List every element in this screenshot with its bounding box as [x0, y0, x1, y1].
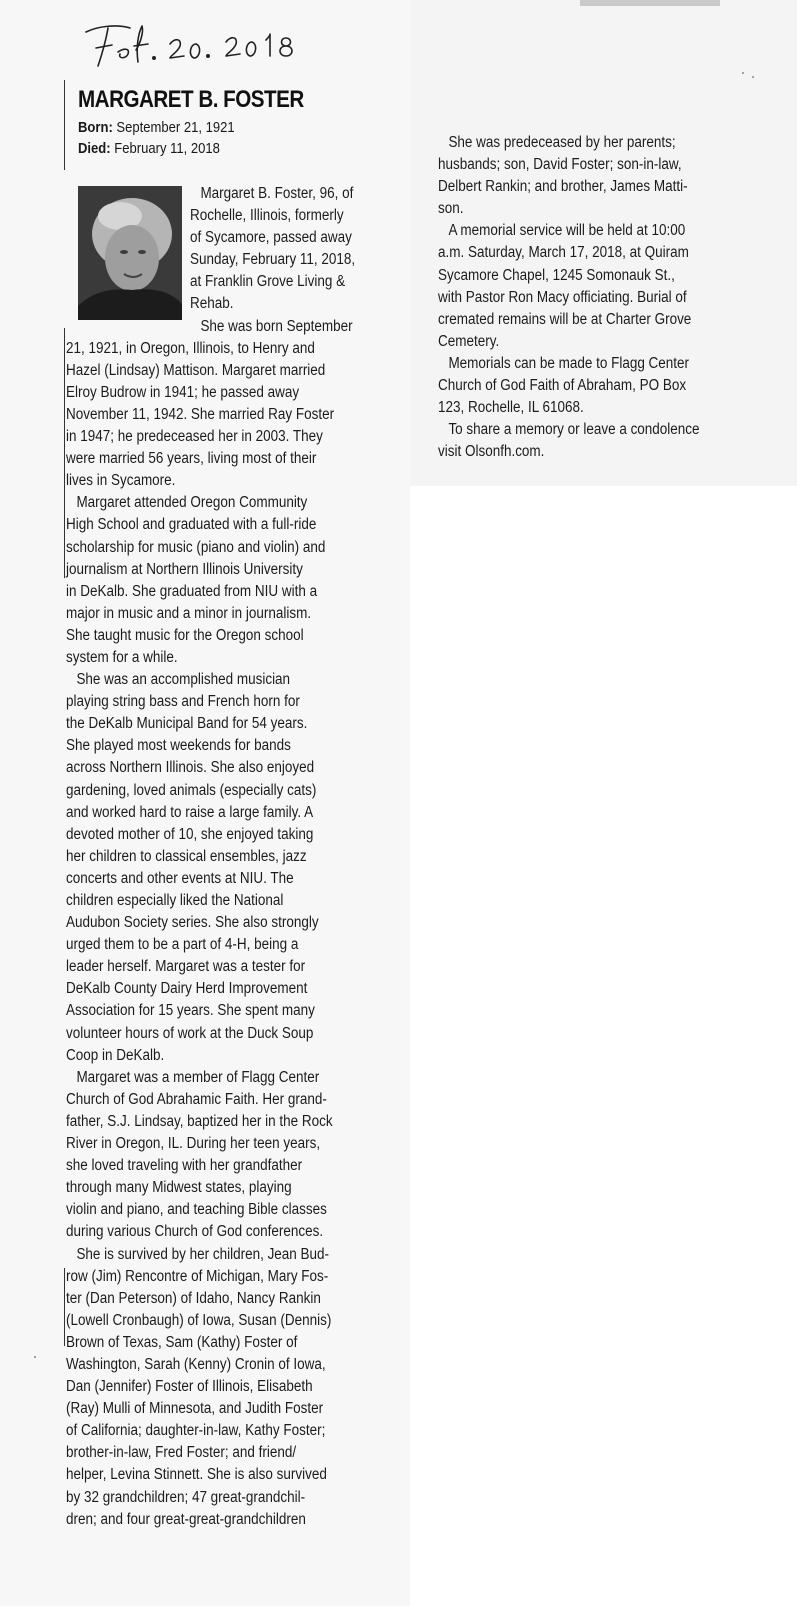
text-line: the DeKalb Municipal Band for 54 years.: [66, 715, 308, 733]
text-line: She taught music for the Oregon school: [66, 626, 304, 644]
died-date: February 11, 2018: [114, 141, 220, 157]
text-line: Brown of Texas, Sam (Kathy) Foster of: [66, 1333, 298, 1351]
column-rule: [64, 80, 65, 170]
text-line: (Ray) Mulli of Minnesota, and Judith Foster: [66, 1400, 324, 1418]
text-line: November 11, 1942. She married Ray Foster: [66, 405, 335, 423]
text-line: Hazel (Lindsay) Mattison. Margaret married: [66, 361, 326, 379]
text-line: Cemetery.: [438, 332, 500, 350]
text-line: To share a memory or leave a condolence: [448, 421, 700, 439]
text-line: High School and graduated with a full-ride: [66, 516, 317, 534]
text-line: concerts and other events at NIU. The: [66, 869, 294, 887]
text-line: Margaret attended Oregon Community: [76, 494, 308, 512]
text-line: major in music and a minor in journalism.: [66, 604, 312, 622]
text-line: system for a while.: [66, 648, 178, 666]
text-line: during various Church of God conferences.: [66, 1223, 324, 1241]
text-line: Memorials can be made to Flagg Center: [448, 354, 690, 372]
text-line: leader herself. Margaret was a tester for: [66, 958, 306, 976]
text-line: cremated remains will be at Charter Grove: [438, 310, 692, 328]
text-line: dren; and four great-great-grandchildren: [66, 1510, 306, 1528]
text-line: volunteer hours of work at the Duck Soup: [66, 1024, 314, 1042]
died-line: [78, 139, 220, 160]
text-line: visit Olsonfh.com.: [438, 443, 545, 461]
obituary-body-left-column: [66, 183, 380, 1531]
text-line: Washington, Sarah (Kenny) Cronin of Iowa,: [66, 1355, 326, 1373]
column-rule: [64, 1268, 65, 1346]
text-line: at Franklin Grove Living &: [190, 273, 346, 291]
text-line: Audubon Society series. She also strongly: [66, 914, 319, 932]
text-line: Rehab.: [190, 295, 234, 313]
text-line: she loved traveling with her grandfather: [66, 1157, 303, 1175]
text-line: 21, 1921, in Oregon, Illinois, to Henry and: [66, 339, 315, 357]
obituary-name-heading: MARGARET B. FOSTER: [78, 86, 304, 113]
born-label: Born:: [78, 120, 113, 136]
text-line: playing string bass and French horn for: [66, 693, 300, 711]
text-line: DeKalb County Dairy Herd Improvement: [66, 980, 308, 998]
clipping-bottom-cut: [66, 1588, 406, 1606]
text-line: of Sycamore, passed away: [190, 229, 352, 247]
text-line: A memorial service will be held at 10:00: [448, 222, 686, 240]
text-line: ter (Dan Peterson) of Idaho, Nancy Rankin: [66, 1289, 321, 1307]
text-line: She was predeceased by her parents;: [448, 134, 676, 151]
torn-edge-strip: [580, 0, 720, 6]
text-line: She is survived by her children, Jean Bud-: [76, 1245, 330, 1263]
text-line: father, S.J. Lindsay, baptized her in the Rock: [66, 1112, 333, 1130]
text-line: urged them to be a part of 4-H, being a: [66, 936, 299, 954]
born-date: September 21, 1921: [116, 120, 235, 136]
born-line: [78, 118, 235, 139]
paper-speck: [742, 72, 744, 74]
text-line: in DeKalb. She graduated from NIU with a: [66, 582, 318, 600]
text-line: 123, Rochelle, IL 61068.: [438, 399, 584, 417]
paper-speck: [752, 76, 754, 78]
text-line: Sunday, February 11, 2018,: [190, 251, 356, 269]
text-line: She was an accomplished musician: [76, 671, 291, 689]
text-line: River in Oregon, IL. During her teen years,: [66, 1135, 321, 1153]
text-line: Coop in DeKalb.: [66, 1046, 165, 1064]
text-line: gardening, loved animals (especially cats): [66, 781, 317, 799]
text-line: in 1947; he predeceased her in 2003. They: [66, 428, 323, 446]
text-line: children especially liked the National: [66, 892, 284, 909]
text-line: of California; daughter-in-law, Kathy Foster;: [66, 1422, 326, 1440]
text-line: and worked hard to raise a large family. A: [66, 803, 314, 821]
text-line: journalism at Northern Illinois University: [66, 560, 303, 578]
text-line: Association for 15 years. She spent many: [66, 1002, 315, 1020]
text-line: by 32 grandchildren; 47 great-grandchil-: [66, 1488, 306, 1506]
text-line: scholarship for music (piano and violin) and: [66, 538, 326, 556]
text-line: her children to classical ensembles, jazz: [66, 847, 307, 865]
text-line: were married 56 years, living most of their: [66, 450, 317, 468]
text-line: brother-in-law, Fred Foster; and friend/: [66, 1444, 297, 1462]
text-line: Church of God Faith of Abraham, PO Box: [438, 377, 687, 395]
text-line: Margaret B. Foster, 96, of: [200, 185, 354, 202]
text-line: She was born September: [200, 317, 353, 335]
text-line: devoted mother of 10, she enjoyed taking: [66, 825, 314, 843]
text-line: helper, Levina Stinnett. She is also survived: [66, 1466, 327, 1484]
text-line: Dan (Jennifer) Foster of Illinois, Elisabeth: [66, 1378, 313, 1396]
text-line: a.m. Saturday, March 17, 2018, at Quiram: [438, 244, 689, 262]
obituary-body-right-column: [438, 132, 739, 463]
text-line: husbands; son, David Foster; son-in-law,: [438, 156, 682, 174]
text-line: across Northern Illinois. She also enjoyed: [66, 759, 315, 777]
text-line: Church of God Abrahamic Faith. Her grand-: [66, 1090, 327, 1108]
text-line: through many Midwest states, playing: [66, 1179, 292, 1197]
text-line: Elroy Budrow in 1941; he passed away: [66, 383, 300, 401]
handwritten-date: [78, 14, 338, 74]
text-line: Delbert Rankin; and brother, James Matti-: [438, 178, 688, 196]
text-line: Sycamore Chapel, 1245 Somonauk St.,: [438, 266, 675, 284]
text-line: row (Jim) Rencontre of Michigan, Mary Fos-: [66, 1267, 329, 1285]
text-line: (Lowell Cronbaugh) of Iowa, Susan (Dennis): [66, 1311, 332, 1329]
text-line: with Pastor Ron Macy officiating. Burial of: [438, 288, 687, 306]
text-line: son.: [438, 200, 464, 218]
paper-speck: [34, 1356, 36, 1358]
text-line: She played most weekends for bands: [66, 737, 291, 755]
text-line: lives in Sycamore.: [66, 472, 176, 490]
text-line: Margaret was a member of Flagg Center: [76, 1068, 320, 1086]
text-line: violin and piano, and teaching Bible classes: [66, 1201, 327, 1219]
text-line: Rochelle, Illinois, formerly: [190, 207, 344, 225]
column-rule: [64, 328, 65, 578]
died-label: Died:: [78, 141, 111, 157]
